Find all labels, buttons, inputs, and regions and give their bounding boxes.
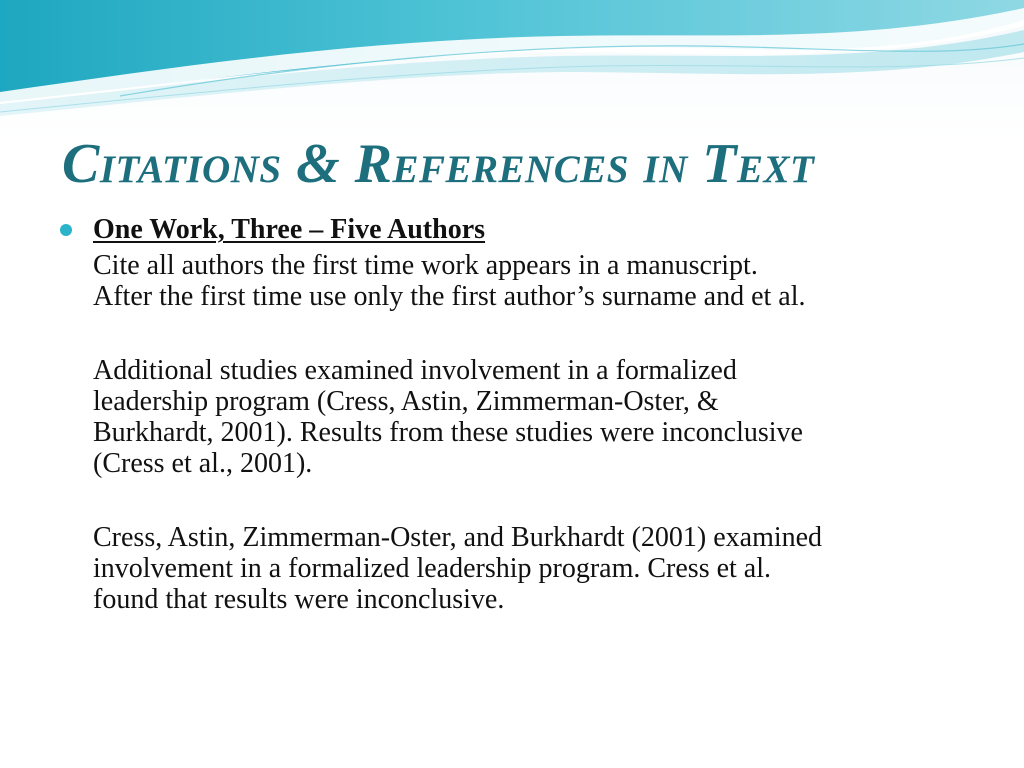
header-wave-decoration [0,0,1024,120]
paragraph-line: (Cress et al., 2001). [93,448,313,479]
paragraph-line: Additional studies examined involvement in a formalized [93,355,737,386]
paragraph-line: Burkhardt, 2001). Results from these studies were inconclusive [93,417,803,448]
bullet-item [60,214,980,245]
paragraph-rule [93,250,980,312]
paragraph-line: involvement in a formalized leadership program. Cress et al. [93,553,772,584]
paragraph-line: Cress, Astin, Zimmerman-Oster, and Burkhardt (2001) examined [93,522,823,553]
slide-title: Citations & References in Text [62,133,815,195]
paragraph-line: found that results were inconclusive. [93,584,505,615]
bullet-heading: One Work, Three – Five Authors [93,214,486,245]
paragraph-line: leadership program (Cress, Astin, Zimmerman-Oster, & [93,386,719,417]
paragraph-line: Cite all authors the first time work appears in a manuscript. [93,250,758,281]
paragraph-example-parenthetical [93,355,980,479]
slide-content [60,214,980,615]
paragraph-example-narrative [93,522,980,615]
bullet-dot-icon [60,224,72,236]
paragraph-line: After the first time use only the first author’s surname and et al. [93,281,806,312]
